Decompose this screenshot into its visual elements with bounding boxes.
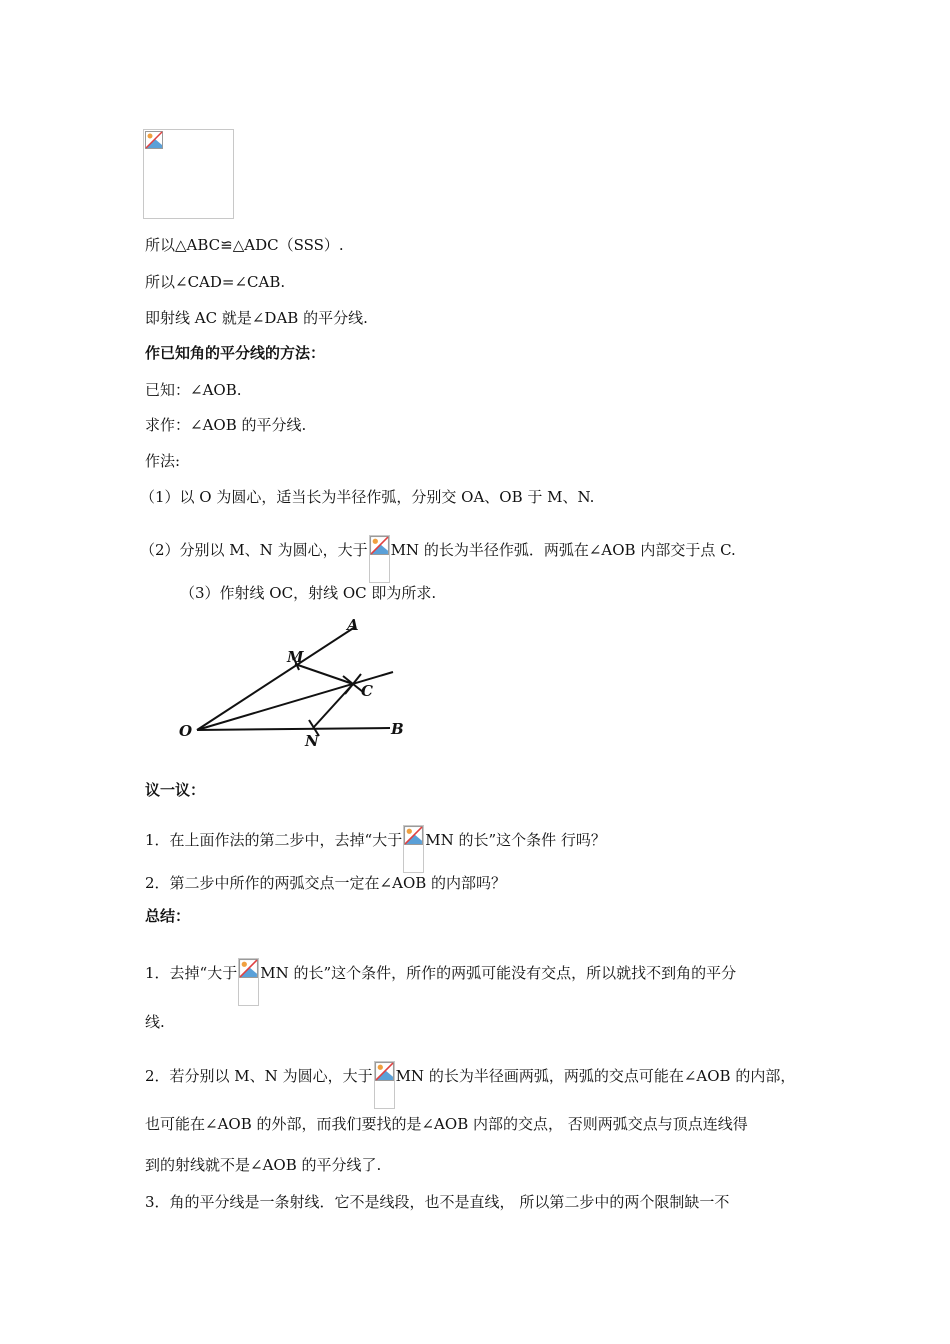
text-line: 线. — [145, 1013, 165, 1031]
text-line: 3．角的平分线是一条射线．它不是线段，也不是直线， 所以第二步中的两个限制缺一不 — [145, 1193, 730, 1211]
text-line: 已知：∠AOB. — [145, 381, 242, 399]
broken-image-icon — [404, 826, 423, 845]
text-fragment: 2．若分别以 M、N 为圆心，大于 — [145, 1067, 373, 1085]
text-fragment: 1．在上面作法的第二步中，去掉“大于 — [145, 831, 403, 849]
section-heading: 作已知角的平分线的方法： — [145, 344, 326, 362]
text-line — [145, 825, 606, 873]
inline-image-placeholder — [238, 958, 259, 1006]
broken-image-icon — [239, 959, 258, 978]
ray-oc — [197, 672, 393, 730]
arc-mark — [345, 674, 361, 694]
angle-bisector-figure — [175, 612, 415, 752]
section-heading: 总结： — [145, 907, 191, 925]
text-line — [145, 1061, 795, 1109]
inline-image-placeholder — [369, 535, 390, 583]
ray-ob — [197, 728, 390, 730]
text-line: 即射线 AC 就是∠DAB 的平分线. — [145, 309, 368, 327]
text-fragment: MN 的长为半径作弧．两弧在∠AOB 内部交于点 C. — [390, 541, 736, 559]
text-line: 所以∠CAD=∠CAB. — [145, 273, 286, 291]
text-line: 所以△ABC≌△ADC（SSS）. — [145, 236, 344, 254]
text-line: 2．第二步中所作的两弧交点一定在∠AOB 的内部吗？ — [145, 874, 507, 892]
text-line: 到的射线就不是∠AOB 的平分线了. — [145, 1156, 382, 1174]
inline-image-placeholder — [403, 825, 424, 873]
broken-image-icon — [375, 1062, 394, 1081]
inline-image-placeholder — [374, 1061, 395, 1109]
text-fragment: MN 的长”这个条件，所作的两弧可能没有交点，所以就找不到角的平分 — [260, 964, 737, 982]
segment-mc — [295, 664, 353, 684]
text-line: 作法: — [145, 452, 181, 470]
label-m: M — [287, 648, 304, 666]
image-placeholder — [143, 129, 234, 219]
ray-oa — [197, 627, 355, 730]
broken-image-icon — [370, 536, 389, 555]
text-line: （3）作射线 OC，射线 OC 即为所求. — [180, 584, 437, 602]
text-line — [145, 958, 736, 1006]
label-c: C — [361, 682, 373, 700]
text-line: 也可能在∠AOB 的外部，而我们要找的是∠AOB 内部的交点， 否则两弧交点与顶点连线得 — [145, 1115, 748, 1133]
text-fragment: 1．去掉“大于 — [145, 964, 238, 982]
section-heading: 议一议： — [145, 781, 206, 799]
text-line: 求作：∠AOB 的平分线. — [145, 416, 307, 434]
text-line — [140, 535, 736, 583]
text-fragment: MN 的长为半径画两弧，两弧的交点可能在∠AOB 的内部， — [395, 1067, 796, 1085]
label-n: N — [305, 732, 319, 750]
text-fragment: MN 的长”这个条件 行吗？ — [425, 831, 606, 849]
label-b: B — [391, 720, 404, 738]
broken-image-icon — [145, 131, 163, 149]
label-a: A — [347, 616, 359, 634]
text-line: （1）以 O 为圆心，适当长为半径作弧，分别交 OA、OB 于 M、N. — [140, 488, 595, 506]
text-fragment: （2）分别以 M、N 为圆心，大于 — [140, 541, 368, 559]
label-o: O — [179, 722, 193, 740]
